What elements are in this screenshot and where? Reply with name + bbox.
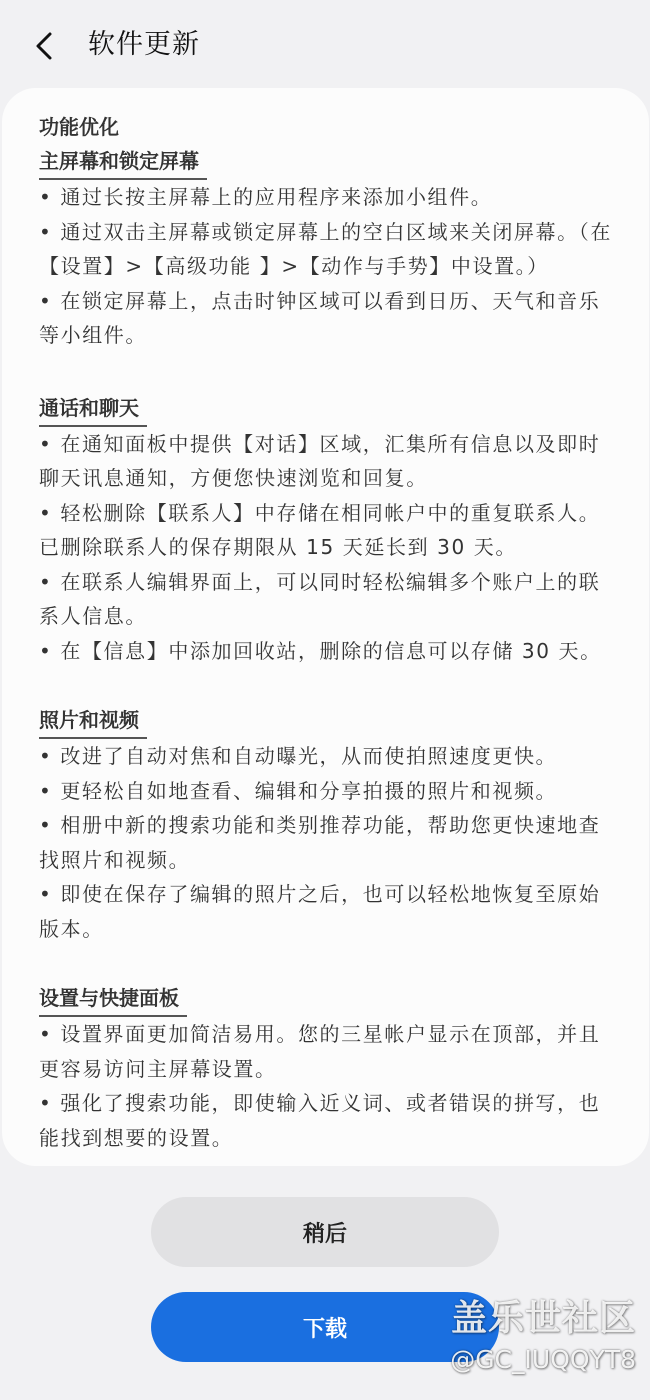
list-item: • 改进了自动对焦和自动曝光，从而使拍照速度更快。 bbox=[39, 744, 558, 768]
list-item: • 设置界面更加简洁易用。您的三星帐户显示在顶部，并且更容易访问主屏幕设置。 bbox=[39, 1022, 601, 1081]
section-photo-video bbox=[39, 703, 619, 946]
list-item: • 更轻松自如地查看、编辑和分享拍摄的照片和视频。 bbox=[39, 778, 558, 803]
release-notes-card[interactable] bbox=[2, 88, 649, 1166]
section-call-chat bbox=[39, 391, 619, 669]
section-title: 通话和聊天 bbox=[39, 391, 147, 427]
list-item: • 即使在保存了编辑的照片之后，也可以轻松地恢复至原始版本。 bbox=[39, 882, 601, 941]
section-home-lock bbox=[39, 144, 619, 353]
app-header bbox=[0, 0, 650, 90]
list-item: • 在联系人编辑界面上，可以同时轻松编辑多个账户上的联系人信息。 bbox=[39, 569, 601, 628]
list-item: • 通过双击主屏幕或锁定屏幕上的空白区域来关闭屏幕。（在【设置】>【高级功能 】>【动作与手势】中设置。） bbox=[39, 219, 612, 278]
list-item: • 相册中新的搜索功能和类别推荐功能，帮助您更快速地查找照片和视频。 bbox=[39, 813, 601, 872]
watermark-logo: 盖乐世社区 bbox=[450, 1298, 636, 1339]
list-item: • 在锁定屏幕上，点击时钟区域可以看到日历、天气和音乐等小组件。 bbox=[39, 288, 601, 347]
later-button[interactable]: 稍后 bbox=[151, 1197, 499, 1267]
page-title: 软件更新 bbox=[88, 29, 200, 60]
list-item: • 轻松删除【联系人】中存储在相同帐户中的重复联系人。已删除联系人的保存期限从 15 天延长到 30 天。 bbox=[39, 500, 601, 559]
list-item: • 在【信息】中添加回收站，删除的信息可以存储 30 天。 bbox=[39, 638, 602, 663]
back-button[interactable] bbox=[26, 26, 66, 66]
list-item: • 在通知面板中提供【对话】区域，汇集所有信息以及即时聊天讯息通知，方便您快速浏览和回复。 bbox=[39, 431, 601, 490]
section-title: 主屏幕和锁定屏幕 bbox=[39, 144, 207, 180]
content-heading: 功能优化 bbox=[39, 115, 119, 139]
download-button[interactable]: 下载 bbox=[151, 1292, 499, 1362]
watermark-user: @GC_IUQQYT8 bbox=[450, 1345, 636, 1374]
section-settings-panel bbox=[39, 981, 619, 1155]
list-item: • 通过长按主屏幕上的应用程序来添加小组件。 bbox=[39, 185, 493, 209]
section-title: 照片和视频 bbox=[39, 703, 147, 739]
list-item: • 强化了搜索功能，即使输入近义词、或者错误的拼写，也能找到想要的设置。 bbox=[39, 1091, 601, 1150]
section-title: 设置与快捷面板 bbox=[39, 981, 187, 1017]
chevron-left-icon bbox=[26, 26, 66, 66]
